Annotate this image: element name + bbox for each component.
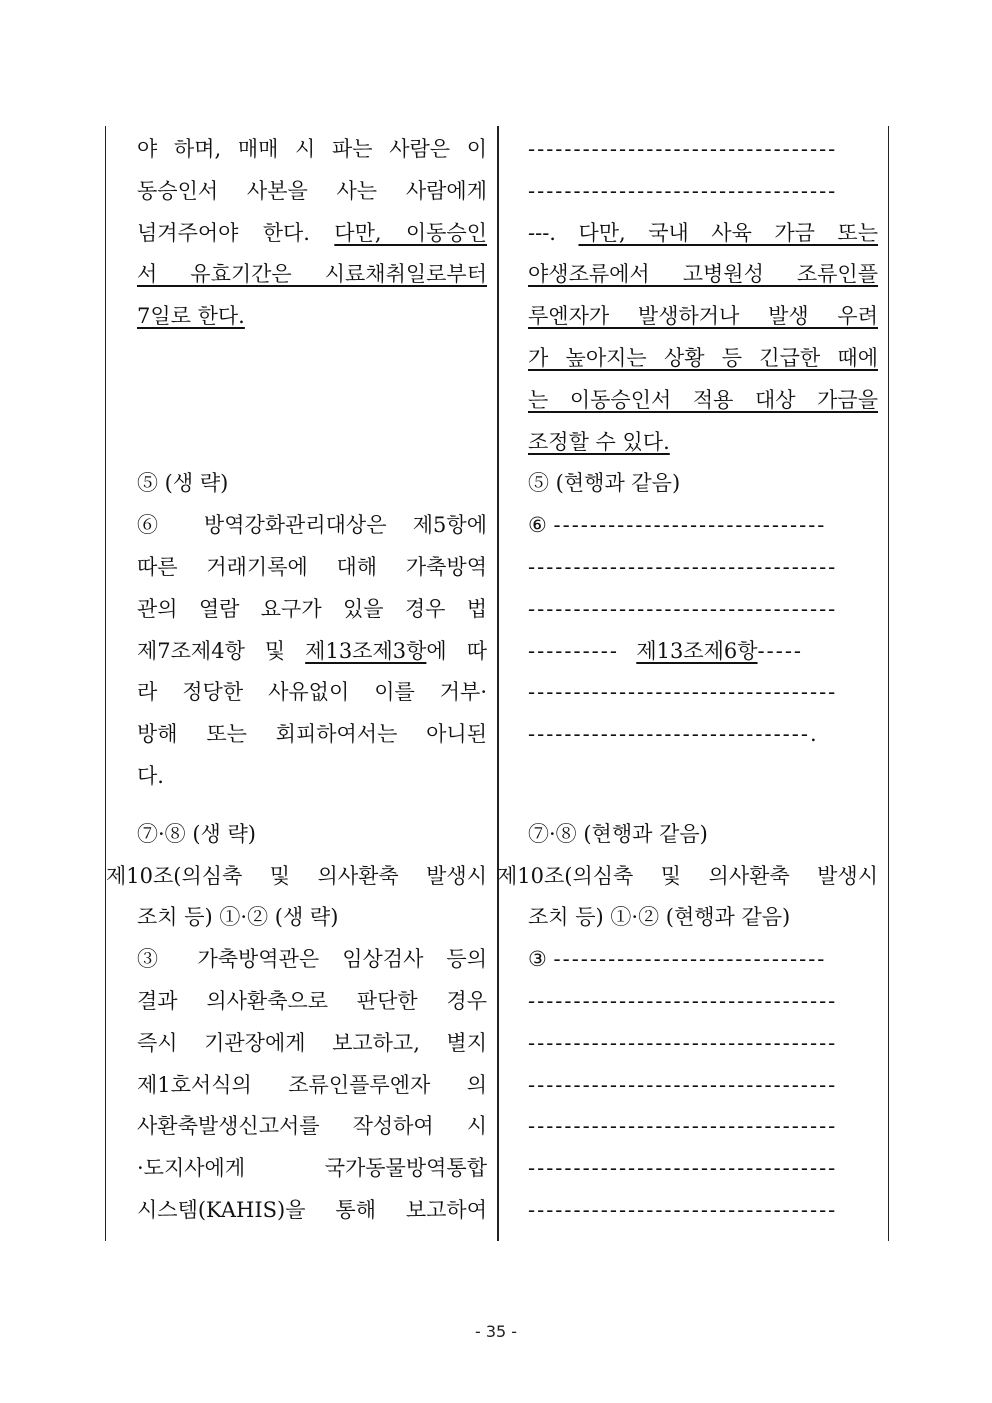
text-line: 즉시 기관장에게 보고하고, 별지	[137, 1030, 487, 1055]
underlined-amendment: 서 유효기간은 시료채취일로부터	[137, 262, 487, 287]
text-line: 관의 열람 요구가 있을 경우 법	[137, 596, 487, 621]
dash-line: ----------------------------------	[528, 1030, 838, 1055]
dash-segment: -----	[757, 638, 804, 663]
article-10-heading: 제10조(의심축 및 의사환축 발생시	[106, 863, 487, 888]
spacer	[528, 798, 878, 814]
text-line	[137, 296, 487, 338]
text-line: 제1호서식의 조류인플루엔자 의	[137, 1072, 487, 1097]
paragraph-7-8-omitted: ⑦·⑧ (생 략)	[137, 821, 256, 846]
dash-line: ----------------------------------	[528, 1156, 838, 1181]
text-line: ⑥ 방역강화관리대상은 제5항에	[137, 513, 487, 538]
text-line	[137, 213, 487, 255]
dash-line: ----------------------------------	[528, 988, 838, 1013]
underlined-amendment: 다만, 국내 사육 가금 또는	[578, 220, 878, 245]
paragraph-5-unchanged: ⑤ (현행과 같음)	[528, 471, 681, 496]
blank-line	[528, 756, 878, 798]
text-line: 사환축발생신고서를 작성하여 시	[137, 1114, 487, 1139]
text-line: 다.	[137, 763, 164, 788]
blank-line	[137, 380, 487, 422]
blank-line	[137, 422, 487, 464]
text-line: 조치 등) ①·② (현행과 같음)	[528, 905, 791, 930]
text-line: 방해 또는 회피하여서는 아니된	[137, 722, 487, 747]
page-number: - 35 -	[474, 1322, 518, 1341]
text-segment: ⑥	[528, 513, 554, 538]
text-segment: ③	[528, 947, 554, 972]
dash-line: ----------------------------------	[528, 178, 838, 203]
underlined-amendment: 는 이동승인서 적용 대상 가금을	[528, 387, 878, 412]
text-line: 야 하며, 매매 시 파는 사람은 이	[137, 137, 487, 161]
column-divider	[497, 126, 499, 1241]
dash-line: ----------------------------------	[528, 1072, 838, 1097]
underlined-amendment: 제13조제3항	[305, 638, 427, 663]
text-line	[137, 631, 487, 673]
text-line: 라 정당한 사유없이 이를 거부·	[137, 680, 487, 705]
text-segment: 제7조제4항 및	[137, 638, 306, 663]
text-line: 동승인서 사본을 사는 사람에게	[137, 178, 487, 203]
current-provisions-column	[106, 129, 487, 1232]
article-10-heading: 제10조(의심축 및 의사환축 발생시	[497, 863, 878, 888]
dash-line: ----------------------------------	[528, 554, 838, 579]
spacer	[137, 798, 487, 814]
dash-line: ----------------------------------	[528, 137, 838, 161]
text-line	[528, 505, 878, 547]
text-line: ·도지사에게 국가동물방역통합	[137, 1156, 487, 1181]
dash-line: ----------------------------------	[528, 596, 838, 621]
text-line: 따른 거래기록에 대해 가축방역	[137, 554, 487, 579]
dash-line: ----------------------------------	[528, 680, 838, 705]
underlined-amendment: 조정할 수 있다.	[528, 429, 670, 454]
underlined-amendment: 가 높아지는 상황 등 긴급한 때에	[528, 345, 878, 370]
underlined-amendment: 다만, 이동승인	[334, 220, 487, 245]
text-line	[528, 631, 878, 673]
revised-provisions-column	[497, 129, 878, 1232]
text-line	[528, 213, 878, 255]
paragraph-5-omitted: ⑤ (생 략)	[137, 471, 229, 496]
underlined-amendment: 루엔자가 발생하거나 발생 우려	[528, 304, 878, 329]
text-line	[528, 939, 878, 981]
text-segment: 넘겨주어야 한다.	[137, 220, 335, 245]
text-segment: ---.	[528, 220, 579, 245]
dash-line: ----------------------------------	[528, 1197, 838, 1222]
blank-line	[137, 338, 487, 380]
underlined-amendment: 야생조류에서 고병원성 조류인플	[528, 262, 878, 287]
text-line: 결과 의사환축으로 판단한 경우	[137, 988, 487, 1013]
text-line: 조치 등) ①·② (생 략)	[137, 905, 339, 930]
underlined-amendment: 제13조제6항	[636, 638, 758, 663]
dash-segment: ------------------------------	[553, 947, 827, 972]
dash-line: -------------------------------.	[528, 722, 819, 747]
dash-segment: ------------------------------	[553, 513, 827, 538]
dash-segment: ----------	[528, 638, 637, 663]
paragraph-7-8-unchanged: ⑦·⑧ (현행과 같음)	[528, 821, 708, 846]
text-line	[528, 422, 878, 464]
text-line: 시스템(KAHIS)을 통해 보고하여	[137, 1197, 487, 1222]
underlined-amendment: 7일로 한다.	[137, 304, 245, 329]
text-line: ③ 가축방역관은 임상검사 등의	[137, 947, 487, 972]
dash-line: ----------------------------------	[528, 1114, 838, 1139]
text-segment: 에 따	[426, 638, 487, 663]
